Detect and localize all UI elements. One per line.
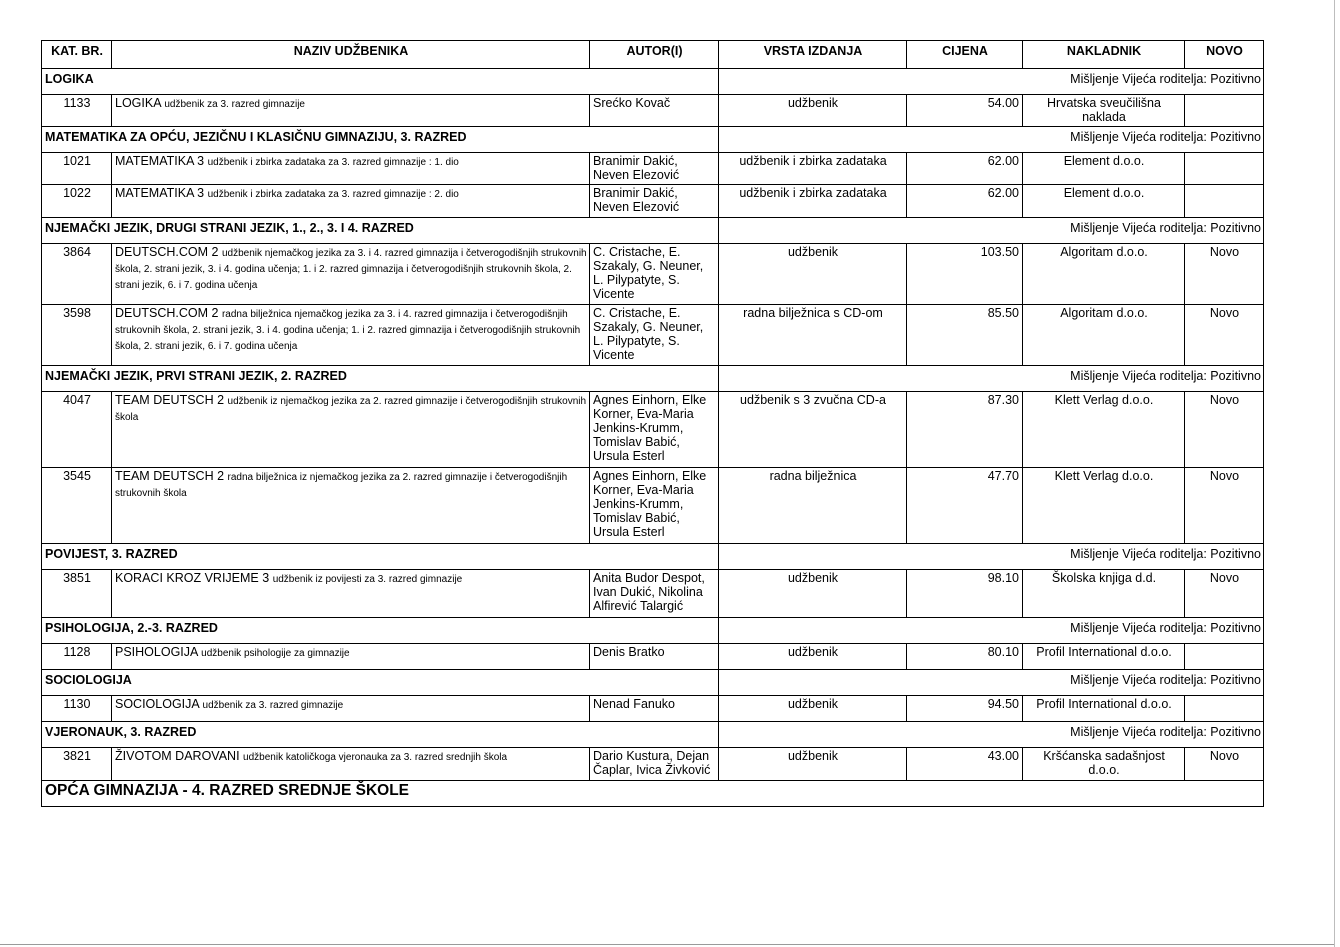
section-row <box>42 618 1264 644</box>
author-cell: Nenad Fanuko <box>590 696 719 722</box>
book-description: udžbenik njemačkog jezika za 3. i 4. razred gimnazija i četverogodišnjih strukovnih škola, 2. strani jezik, 3. i 4. godina učenja; 1. i 2. razred gimnazija i četverogodišnjih strukovnih škola, 2. strani jezik, 6. i 7. godina učenja <box>115 248 587 291</box>
kat-br-cell: 3851 <box>42 570 112 618</box>
table-row <box>42 153 1264 185</box>
type-cell: radna bilježnica <box>719 468 907 544</box>
price-cell: 43.00 <box>907 748 1023 781</box>
book-title: SOCIOLOGIJA <box>115 697 200 711</box>
title-cell <box>112 244 590 305</box>
type-cell: udžbenik <box>719 244 907 305</box>
book-description: udžbenik i zbirka zadataka za 3. razred gimnazije : 2. dio <box>207 189 459 200</box>
type-cell: udžbenik <box>719 644 907 670</box>
section-opinion: Mišljenje Vijeća roditelja: Pozitivno <box>719 722 1264 748</box>
price-cell: 62.00 <box>907 153 1023 185</box>
publisher-cell: Element d.o.o. <box>1023 153 1185 185</box>
novo-cell <box>1185 185 1264 218</box>
title-cell <box>112 644 590 670</box>
book-description: radna bilježnica njemačkog jezika za 3. i 4. razred gimnazija i četverogodišnjih strukovnih škola, 2. strani jezik, 3. i 4. godina učenja; 1. i 2. razred gimnazija i četverogodišnjih strukovnih škola, 2. strani jezik, 6. i 7. godina učenja <box>115 309 581 352</box>
kat-br-cell: 1022 <box>42 185 112 218</box>
table-row <box>42 468 1264 544</box>
title-cell <box>112 392 590 468</box>
book-title: DEUTSCH.COM 2 <box>115 245 219 259</box>
publisher-cell: Element d.o.o. <box>1023 185 1185 218</box>
price-cell: 85.50 <box>907 305 1023 366</box>
section-title: LOGIKA <box>42 69 719 95</box>
author-cell: Branimir Dakić, Neven Elezović <box>590 153 719 185</box>
kat-br-cell: 1130 <box>42 696 112 722</box>
book-title: KORACI KROZ VRIJEME 3 <box>115 571 270 585</box>
novo-cell: Novo <box>1185 305 1264 366</box>
price-cell: 87.30 <box>907 392 1023 468</box>
publisher-cell: Algoritam d.o.o. <box>1023 244 1185 305</box>
author-cell: Branimir Dakić, Neven Elezović <box>590 185 719 218</box>
section-opinion: Mišljenje Vijeća roditelja: Pozitivno <box>719 127 1264 153</box>
title-cell <box>112 748 590 781</box>
section-row <box>42 127 1264 153</box>
type-cell: udžbenik <box>719 95 907 127</box>
header-cijena: CIJENA <box>907 41 1023 69</box>
novo-cell <box>1185 644 1264 670</box>
type-cell: udžbenik i zbirka zadataka <box>719 185 907 218</box>
table-row <box>42 748 1264 781</box>
book-description: udžbenik i zbirka zadataka za 3. razred gimnazije : 1. dio <box>207 157 459 168</box>
section-title: NJEMAČKI JEZIK, DRUGI STRANI JEZIK, 1., 2., 3. I 4. RAZRED <box>42 218 719 244</box>
section-title: POVIJEST, 3. RAZRED <box>42 544 719 570</box>
book-description: udžbenik za 3. razred gimnazije <box>202 700 344 711</box>
book-title: MATEMATIKA 3 <box>115 154 205 168</box>
type-cell: udžbenik <box>719 570 907 618</box>
book-description: udžbenik psihologije za gimnazije <box>201 648 350 659</box>
section-row <box>42 544 1264 570</box>
price-cell: 54.00 <box>907 95 1023 127</box>
price-cell: 98.10 <box>907 570 1023 618</box>
section-row <box>42 722 1264 748</box>
title-cell <box>112 185 590 218</box>
novo-cell <box>1185 153 1264 185</box>
price-cell: 103.50 <box>907 244 1023 305</box>
type-cell: udžbenik <box>719 748 907 781</box>
publisher-cell: Profil International d.o.o. <box>1023 644 1185 670</box>
book-title: ŽIVOTOM DAROVANI <box>115 749 240 763</box>
book-description: udžbenik katoličkoga vjeronauka za 3. razred srednjih škola <box>243 752 508 763</box>
header-autor: AUTOR(I) <box>590 41 719 69</box>
author-cell: Agnes Einhorn, Elke Korner, Eva-Maria Jenkins-Krumm, Tomislav Babić, Ursula Esterl <box>590 392 719 468</box>
header-vrsta: VRSTA IZDANJA <box>719 41 907 69</box>
next-section-heading: OPĆA GIMNAZIJA - 4. RAZRED SREDNJE ŠKOLE <box>42 781 1264 807</box>
table-row <box>42 305 1264 366</box>
publisher-cell: Kršćanska sadašnjost d.o.o. <box>1023 748 1185 781</box>
section-title: NJEMAČKI JEZIK, PRVI STRANI JEZIK, 2. RAZRED <box>42 366 719 392</box>
book-description: radna bilježnica iz njemačkog jezika za 2. razred gimnazije i četverogodišnjih strukovnih škola <box>115 472 568 499</box>
page-edge-bottom <box>0 944 1334 945</box>
section-opinion: Mišljenje Vijeća roditelja: Pozitivno <box>719 670 1264 696</box>
book-title: DEUTSCH.COM 2 <box>115 306 219 320</box>
section-opinion: Mišljenje Vijeća roditelja: Pozitivno <box>719 618 1264 644</box>
section-opinion: Mišljenje Vijeća roditelja: Pozitivno <box>719 366 1264 392</box>
book-title: TEAM DEUTSCH 2 <box>115 469 225 483</box>
header-kat-br: KAT. BR. <box>42 41 112 69</box>
novo-cell: Novo <box>1185 392 1264 468</box>
section-row <box>42 69 1264 95</box>
book-description: udžbenik za 3. razred gimnazije <box>164 99 305 110</box>
author-cell: C. Cristache, E. Szakaly, G. Neuner, L. Pilypatyte, S. Vicente <box>590 305 719 366</box>
author-cell: Dario Kustura, Dejan Čaplar, Ivica Živković <box>590 748 719 781</box>
type-cell: udžbenik s 3 zvučna CD-a <box>719 392 907 468</box>
section-opinion: Mišljenje Vijeća roditelja: Pozitivno <box>719 218 1264 244</box>
publisher-cell: Školska knjiga d.d. <box>1023 570 1185 618</box>
table-row <box>42 95 1264 127</box>
publisher-cell: Klett Verlag d.o.o. <box>1023 392 1185 468</box>
table-row <box>42 244 1264 305</box>
section-opinion: Mišljenje Vijeća roditelja: Pozitivno <box>719 69 1264 95</box>
book-description: udžbenik iz njemačkog jezika za 2. razred gimnazije i četverogodišnjih strukovnih škola <box>115 396 587 423</box>
publisher-cell: Profil International d.o.o. <box>1023 696 1185 722</box>
author-cell: Srećko Kovač <box>590 95 719 127</box>
title-cell <box>112 468 590 544</box>
section-row <box>42 366 1264 392</box>
price-cell: 94.50 <box>907 696 1023 722</box>
kat-br-cell: 3545 <box>42 468 112 544</box>
header-nakladnik: NAKLADNIK <box>1023 41 1185 69</box>
kat-br-cell: 3598 <box>42 305 112 366</box>
type-cell: udžbenik <box>719 696 907 722</box>
table-row <box>42 644 1264 670</box>
title-cell <box>112 305 590 366</box>
kat-br-cell: 3821 <box>42 748 112 781</box>
table-row <box>42 570 1264 618</box>
title-cell <box>112 570 590 618</box>
section-title: SOCIOLOGIJA <box>42 670 719 696</box>
header-naziv: NAZIV UDŽBENIKA <box>112 41 590 69</box>
book-title: MATEMATIKA 3 <box>115 186 205 200</box>
novo-cell: Novo <box>1185 570 1264 618</box>
title-cell <box>112 95 590 127</box>
textbook-table <box>41 40 1264 807</box>
next-section-heading-row <box>42 781 1264 807</box>
price-cell: 80.10 <box>907 644 1023 670</box>
kat-br-cell: 1021 <box>42 153 112 185</box>
novo-cell <box>1185 95 1264 127</box>
novo-cell: Novo <box>1185 244 1264 305</box>
author-cell: C. Cristache, E. Szakaly, G. Neuner, L. Pilypatyte, S. Vicente <box>590 244 719 305</box>
page-edge-right <box>1334 0 1335 947</box>
novo-cell: Novo <box>1185 468 1264 544</box>
table-row <box>42 392 1264 468</box>
publisher-cell: Hrvatska sveučilišna naklada <box>1023 95 1185 127</box>
price-cell: 47.70 <box>907 468 1023 544</box>
book-description: udžbenik iz povijesti za 3. razred gimnazije <box>272 574 463 585</box>
publisher-cell: Klett Verlag d.o.o. <box>1023 468 1185 544</box>
author-cell: Denis Bratko <box>590 644 719 670</box>
book-title: LOGIKA <box>115 96 161 110</box>
novo-cell <box>1185 696 1264 722</box>
type-cell: udžbenik i zbirka zadataka <box>719 153 907 185</box>
header-novo: NOVO <box>1185 41 1264 69</box>
header-row <box>42 41 1264 69</box>
title-cell <box>112 153 590 185</box>
section-row <box>42 670 1264 696</box>
title-cell <box>112 696 590 722</box>
section-row <box>42 218 1264 244</box>
type-cell: radna bilježnica s CD-om <box>719 305 907 366</box>
publisher-cell: Algoritam d.o.o. <box>1023 305 1185 366</box>
kat-br-cell: 1133 <box>42 95 112 127</box>
book-title: TEAM DEUTSCH 2 <box>115 393 225 407</box>
book-title: PSIHOLOGIJA <box>115 645 198 659</box>
section-title: VJERONAUK, 3. RAZRED <box>42 722 719 748</box>
table-row <box>42 185 1264 218</box>
novo-cell: Novo <box>1185 748 1264 781</box>
section-opinion: Mišljenje Vijeća roditelja: Pozitivno <box>719 544 1264 570</box>
price-cell: 62.00 <box>907 185 1023 218</box>
section-title: MATEMATIKA ZA OPĆU, JEZIČNU I KLASIČNU GIMNAZIJU, 3. RAZRED <box>42 127 719 153</box>
author-cell: Anita Budor Despot, Ivan Dukić, Nikolina Alfirević Talargić <box>590 570 719 618</box>
section-title: PSIHOLOGIJA, 2.-3. RAZRED <box>42 618 719 644</box>
author-cell: Agnes Einhorn, Elke Korner, Eva-Maria Jenkins-Krumm, Tomislav Babić, Ursula Esterl <box>590 468 719 544</box>
kat-br-cell: 1128 <box>42 644 112 670</box>
kat-br-cell: 3864 <box>42 244 112 305</box>
kat-br-cell: 4047 <box>42 392 112 468</box>
table-row <box>42 696 1264 722</box>
